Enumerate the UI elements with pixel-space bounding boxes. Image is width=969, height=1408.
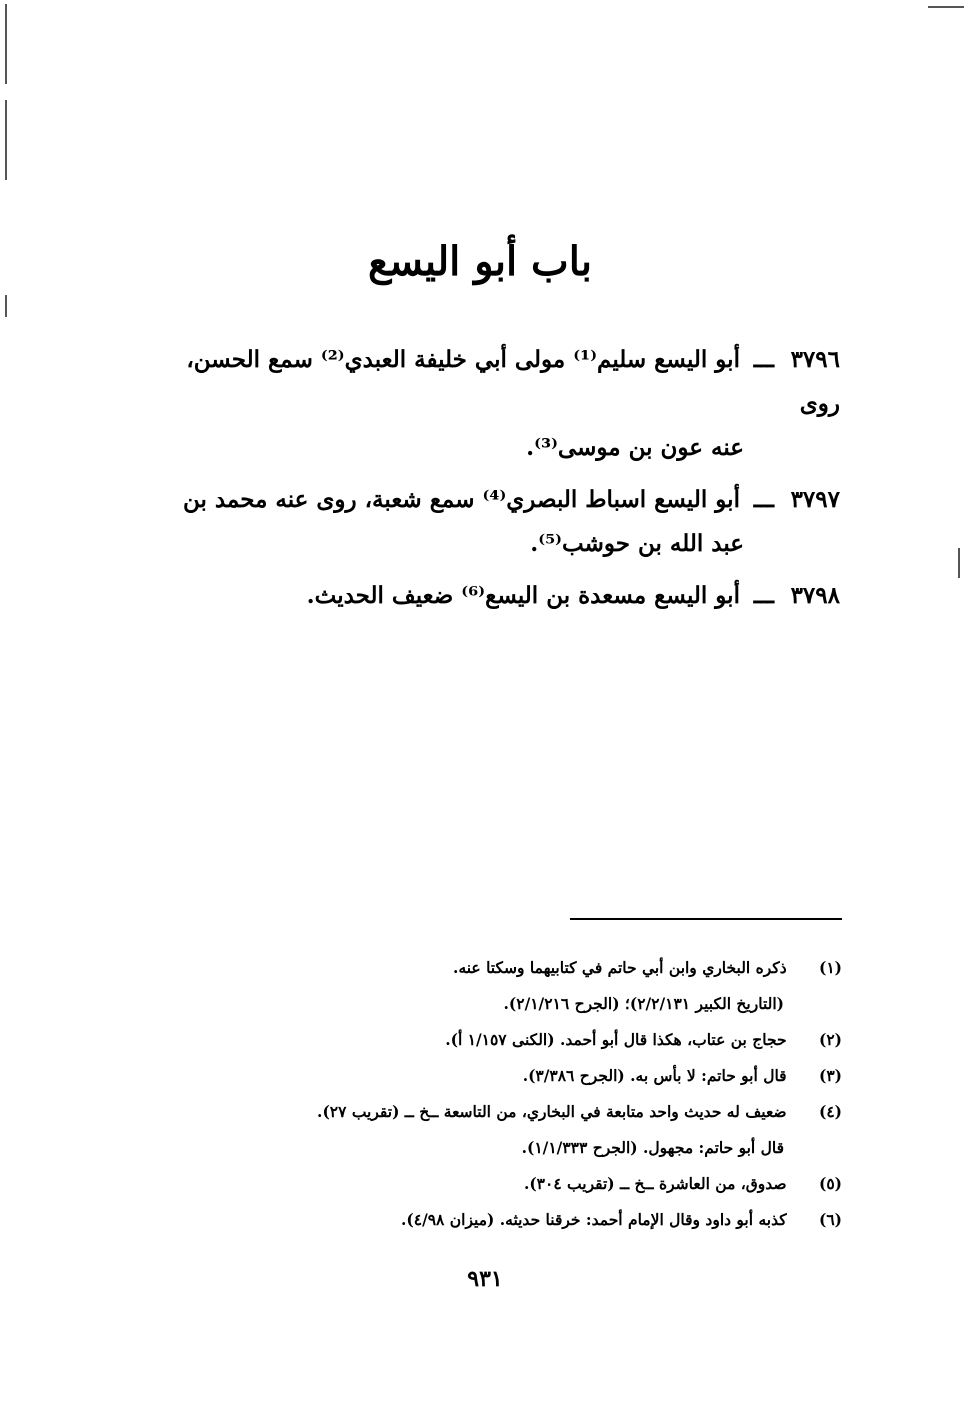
footnote-mark: (٢) [818, 1030, 842, 1049]
footnote-text: كذبه أبو داود وقال الإمام أحمد: خرقنا حديثه. (ميزان ٤/٩٨). [401, 1210, 787, 1229]
footnotes-list [200, 950, 842, 1238]
chapter-title: باب أبو اليسع [367, 238, 593, 285]
entry-number: ٣٧٩٦ [790, 346, 840, 373]
scan-edge-mark [928, 6, 964, 8]
footnote-mark: (٥) [818, 1174, 842, 1193]
footnote-mark: (٣) [818, 1066, 842, 1085]
entry-dash: ـــ [753, 486, 774, 513]
footnote-5 [200, 1166, 842, 1202]
scan-edge-mark [958, 548, 960, 578]
footnote-6 [200, 1202, 842, 1238]
footnote-text: قال أبو حاتم: لا بأس به. (الجرح ٣/٣٨٦). [522, 1066, 787, 1085]
entry-text: أبو اليسع مسعدة بن اليسع⁽⁶⁾ ضعيف الحديث. [306, 582, 740, 609]
entry-text: أبو اليسع اسباط البصري⁽⁴⁾ سمع شعبة، روى عنه محمد بن [182, 486, 740, 513]
entry-number: ٣٧٩٧ [790, 486, 840, 513]
scan-edge-mark [5, 4, 7, 84]
footnote-separator [570, 918, 842, 920]
footnote-1 [200, 950, 842, 986]
page-number: ٩٣١ [467, 1266, 503, 1292]
entry-3798 [140, 574, 840, 618]
entry-3797 [140, 478, 840, 566]
footnote-text: ذكره البخاري وابن أبي حاتم في كتابيهما وسكتا عنه. [453, 958, 787, 977]
footnote-text: حجاج بن عتاب، هكذا قال أبو أحمد. (الكنى ١/١٥٧ أ). [445, 1030, 787, 1049]
scan-edge-mark [5, 295, 7, 317]
entry-text-continuation: عبد الله بن حوشب⁽⁵⁾. [530, 530, 744, 557]
entry-3796 [140, 338, 840, 470]
footnote-mark: (١) [818, 958, 842, 977]
footnote-mark: (٤) [818, 1102, 842, 1121]
entries-list [140, 338, 840, 626]
footnote-2 [200, 1022, 842, 1058]
footnote-mark: (٦) [818, 1210, 842, 1229]
footnote-text: صدوق، من العاشرة ــخ ــ (تقريب ٣٠٤). [523, 1174, 787, 1193]
footnote-3 [200, 1058, 842, 1094]
entry-dash: ـــ [753, 582, 774, 609]
scan-edge-mark [5, 100, 7, 180]
entry-text: أبو اليسع سليم⁽¹⁾ مولى أبي خليفة العبدي⁽²⁾ سمع الحسن، روى [186, 346, 840, 417]
entry-dash: ـــ [753, 346, 774, 373]
footnote-4-continuation: قال أبو حاتم: مجهول. (الجرح ١/١/٣٣٣). [521, 1138, 784, 1157]
entry-number: ٣٧٩٨ [790, 582, 840, 609]
footnote-1-continuation: (التاريخ الكبير ٢/٢/١٣١)؛ (الجرح ٢/١/٢١٦). [503, 994, 784, 1013]
footnote-4 [200, 1094, 842, 1130]
footnote-text: ضعيف له حديث واحد متابعة في البخاري، من التاسعة ــخ ــ (تقريب ٢٧). [317, 1102, 787, 1121]
entry-text-continuation: عنه عون بن موسى⁽³⁾. [526, 434, 744, 461]
